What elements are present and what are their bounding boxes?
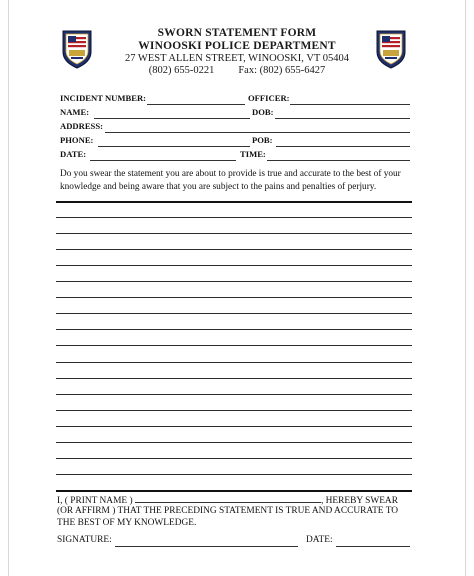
- statement-line[interactable]: [56, 378, 412, 379]
- statement-line[interactable]: [56, 217, 412, 218]
- affirmation-line-3: THE BEST OF MY KNOWLEDGE.: [57, 518, 197, 528]
- department-address: 27 WEST ALLEN STREET, WINOOSKI, VT 05404: [125, 53, 349, 64]
- print-name-label: I, ( PRINT NAME ): [57, 496, 133, 506]
- incident-number-field[interactable]: [60, 93, 245, 107]
- statement-line[interactable]: [56, 265, 412, 266]
- phone-field[interactable]: [60, 135, 250, 149]
- affirmation-line-1: [57, 494, 398, 506]
- time-field[interactable]: [240, 149, 410, 163]
- statement-line[interactable]: [56, 329, 412, 330]
- signature-field[interactable]: [57, 535, 298, 549]
- signature-date-line[interactable]: [336, 546, 410, 547]
- pob-label: POB:: [252, 135, 273, 145]
- time-label: TIME:: [240, 149, 266, 159]
- address-label: ADDRESS:: [60, 121, 103, 131]
- statement-line[interactable]: [56, 249, 412, 250]
- form-title: SWORN STATEMENT FORM: [157, 27, 317, 39]
- date-field[interactable]: [60, 149, 236, 163]
- statement-line[interactable]: [56, 394, 412, 395]
- oath-text: Do you swear the statement you are about to provide is true and accurate to the best of your knowledge and being aware that you are subject to the pains and penalties of perjury.: [60, 169, 401, 192]
- hereby-swear-text: , HEREBY SWEAR: [320, 496, 398, 506]
- name-line[interactable]: [94, 118, 250, 119]
- department-fax: Fax: (802) 655-6427: [238, 65, 326, 76]
- contact-line: [0, 65, 474, 76]
- statement-line[interactable]: [56, 442, 412, 443]
- incident-number-label: INCIDENT NUMBER:: [60, 93, 147, 103]
- statement-line[interactable]: [56, 313, 412, 314]
- statement-line[interactable]: [56, 362, 412, 363]
- dob-label: DOB:: [252, 107, 274, 117]
- department-name: WINOOSKI POLICE DEPARTMENT: [138, 40, 336, 52]
- date-label: DATE:: [60, 149, 87, 159]
- address-field[interactable]: [60, 121, 410, 135]
- signature-date-label: DATE:: [306, 535, 333, 545]
- statement-line[interactable]: [56, 233, 412, 234]
- name-field[interactable]: [60, 107, 250, 121]
- date-line[interactable]: [90, 160, 236, 161]
- dob-field[interactable]: [252, 107, 410, 121]
- statement-line[interactable]: [56, 201, 412, 203]
- statement-line[interactable]: [56, 281, 412, 282]
- department-phone: (802) 655-0221: [148, 65, 215, 76]
- dob-line[interactable]: [275, 118, 410, 119]
- time-line[interactable]: [267, 160, 410, 161]
- statement-line[interactable]: [56, 474, 412, 475]
- signature-date-field[interactable]: [306, 535, 410, 549]
- statement-line[interactable]: [56, 458, 412, 459]
- officer-line[interactable]: [290, 104, 410, 105]
- pob-line[interactable]: [276, 146, 410, 147]
- statement-line[interactable]: [56, 410, 412, 411]
- signature-line[interactable]: [115, 546, 298, 547]
- address-line[interactable]: [105, 132, 410, 133]
- phone-line[interactable]: [98, 146, 250, 147]
- officer-label: OFFICER:: [248, 93, 290, 103]
- phone-label: PHONE:: [60, 135, 94, 145]
- page-edge-right: [465, 0, 466, 576]
- name-label: NAME:: [60, 107, 90, 117]
- page-edge-left: [8, 0, 9, 576]
- statement-line[interactable]: [56, 426, 412, 427]
- statement-line[interactable]: [56, 345, 412, 346]
- statement-line[interactable]: [56, 490, 412, 492]
- statement-line[interactable]: [56, 297, 412, 298]
- officer-field[interactable]: [248, 93, 410, 107]
- pob-field[interactable]: [252, 135, 410, 149]
- incident-number-line[interactable]: [147, 104, 245, 105]
- affirmation-line-2: (OR AFFIRM ) THAT THE PRECEDING STATEMENT IS TRUE AND ACCURATE TO: [57, 506, 399, 516]
- signature-label: SIGNATURE:: [57, 535, 112, 545]
- print-name-line[interactable]: [135, 494, 321, 503]
